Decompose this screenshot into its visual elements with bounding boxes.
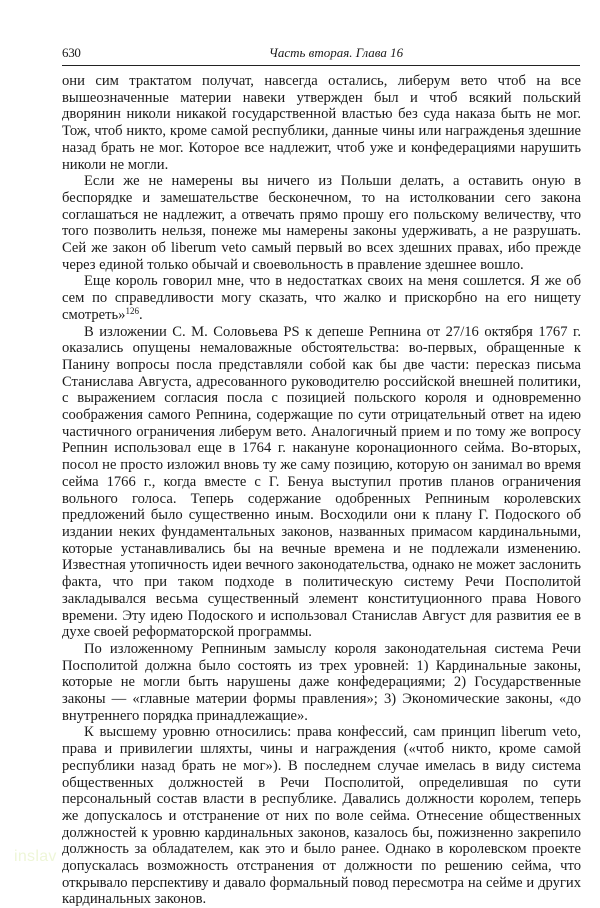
paragraph-3 <box>62 273 581 323</box>
paragraph-3-tail: . <box>138 306 143 323</box>
paragraph-6: К высшему уровню относились: права конфессий, сам принцип liberum veto, права и привилегии шляхты, чины и награждения («чтоб никто, кроме самой республики назад брать не мог»). В последнем случае имелась в виду система общественных должностей в Речи Посполитой, определившая по сути персональный состав власти в республике. Давались должности королем, теперь же допускалось и отстранение от них по воле сейма. Отнесение общественных должностей к уровню кардинальных законов, казалось бы, пожизненно закрепило должность за обладателем, как это и было ранее. Однако в королевском проекте допускалась возможность отстранения от должности по решению сейма, что открывало перспективу и давало формальный повод пересмотра на сейме и других кардинальных законов. <box>62 724 581 908</box>
paragraph-3-text: Еще король говорил мне, что в недостатках своих на меня сошлется. Я же об сем по справедливости могу сказать, что жалко и прискорбно на его нищету смотреть» <box>62 273 581 323</box>
header-rule <box>62 65 580 66</box>
running-head: Часть вторая. Глава 16 <box>268 45 404 60</box>
paragraph-2: Если же не намерены вы ничего из Польши делать, а оставить оную в беспорядке и замешательстве бесконечном, то на истолковании сего закона соглашаться не надлежит, а отвечать прямо прошу его польскому величеству, что того позволить нельзя, понеже мы намерены законы удерживать, а не разрушать. Сей же закон об liberum veto самый первый во всех здешних правах, ибо прежде через единой только обычай и своевольность в правление здешнее вошло. <box>62 173 581 273</box>
paragraph-5: По изложенному Репниным замыслу короля законодательная система Речи Посполитой должна было состоять из трех уровней: 1) Кардинальные законы, которые не могли быть нарушены даже конфедерациями; 2) Государственные законы — «главные материи формы правления»; 3) Экономические законы, «до внутреннего порядка принадлежащие». <box>62 640 581 724</box>
footnote-ref[interactable]: 126 <box>125 305 139 316</box>
paragraph-1: они сим трактатом получат, навсегда остались, либерум вето чтоб на все вышеозначенные материи навеки утвержден был и чтоб всякий польский дворянин николи никакой государственной властью без суда наказа быть не мог. Тож, чтоб никто, кроме самой республики, данные чины или награжденья здешние назад брать не мог. Которое все надлежит, чтоб уже и конфедерациями нарушить николи не могли. <box>62 73 581 173</box>
paragraph-4: В изложении С. М. Соловьева PS к депеше Репнина от 27/16 октября 1767 г. оказались опущены немаловажные обстоятельства: во-первых, обращенные к Панину вопросы посла представляли собой как бы две части: пересказ письма Станислава Августа, адресованного руководителю российской внешней политики, с выражением согласия посла с позицией польского короля и одновременно соображения самого Репнина, содержащие по сути отрицательный ответ на идею частичного ограничения либерум вето. Аналогичный прием и по тому же вопросу Репнин использовал еще в 1764 г. накануне коронационного сейма. Во-вторых, посол не просто изложил вновь ту же саму позицию, которую он занимал во время сейма 1766 г., когда вместе с Г. Бенуа выступил против планов ограничения вольного голоса. Теперь содержание одобренных Репниным королевских предложений было существенно иным. Восходили они к плану Г. Подоского об издании неких фундаментальных законов, названных примасом кардинальными, которые устанавливались бы на вечные времена и не подлежали изменению. Известная утопичность идеи вечного законодательства, однако не может заслонить факта, что при таком подходе в политическую систему Речи Посполитой закладывался весьма существенный элемент конституционного права Нового времени. Эту идею Подоского и использовал Станислав Август для развития ее в духе своей реформаторской программы. <box>62 323 581 641</box>
page-header <box>62 45 580 67</box>
body-text <box>62 73 581 908</box>
page-number: 630 <box>62 45 81 60</box>
watermark: inslav <box>14 848 57 865</box>
